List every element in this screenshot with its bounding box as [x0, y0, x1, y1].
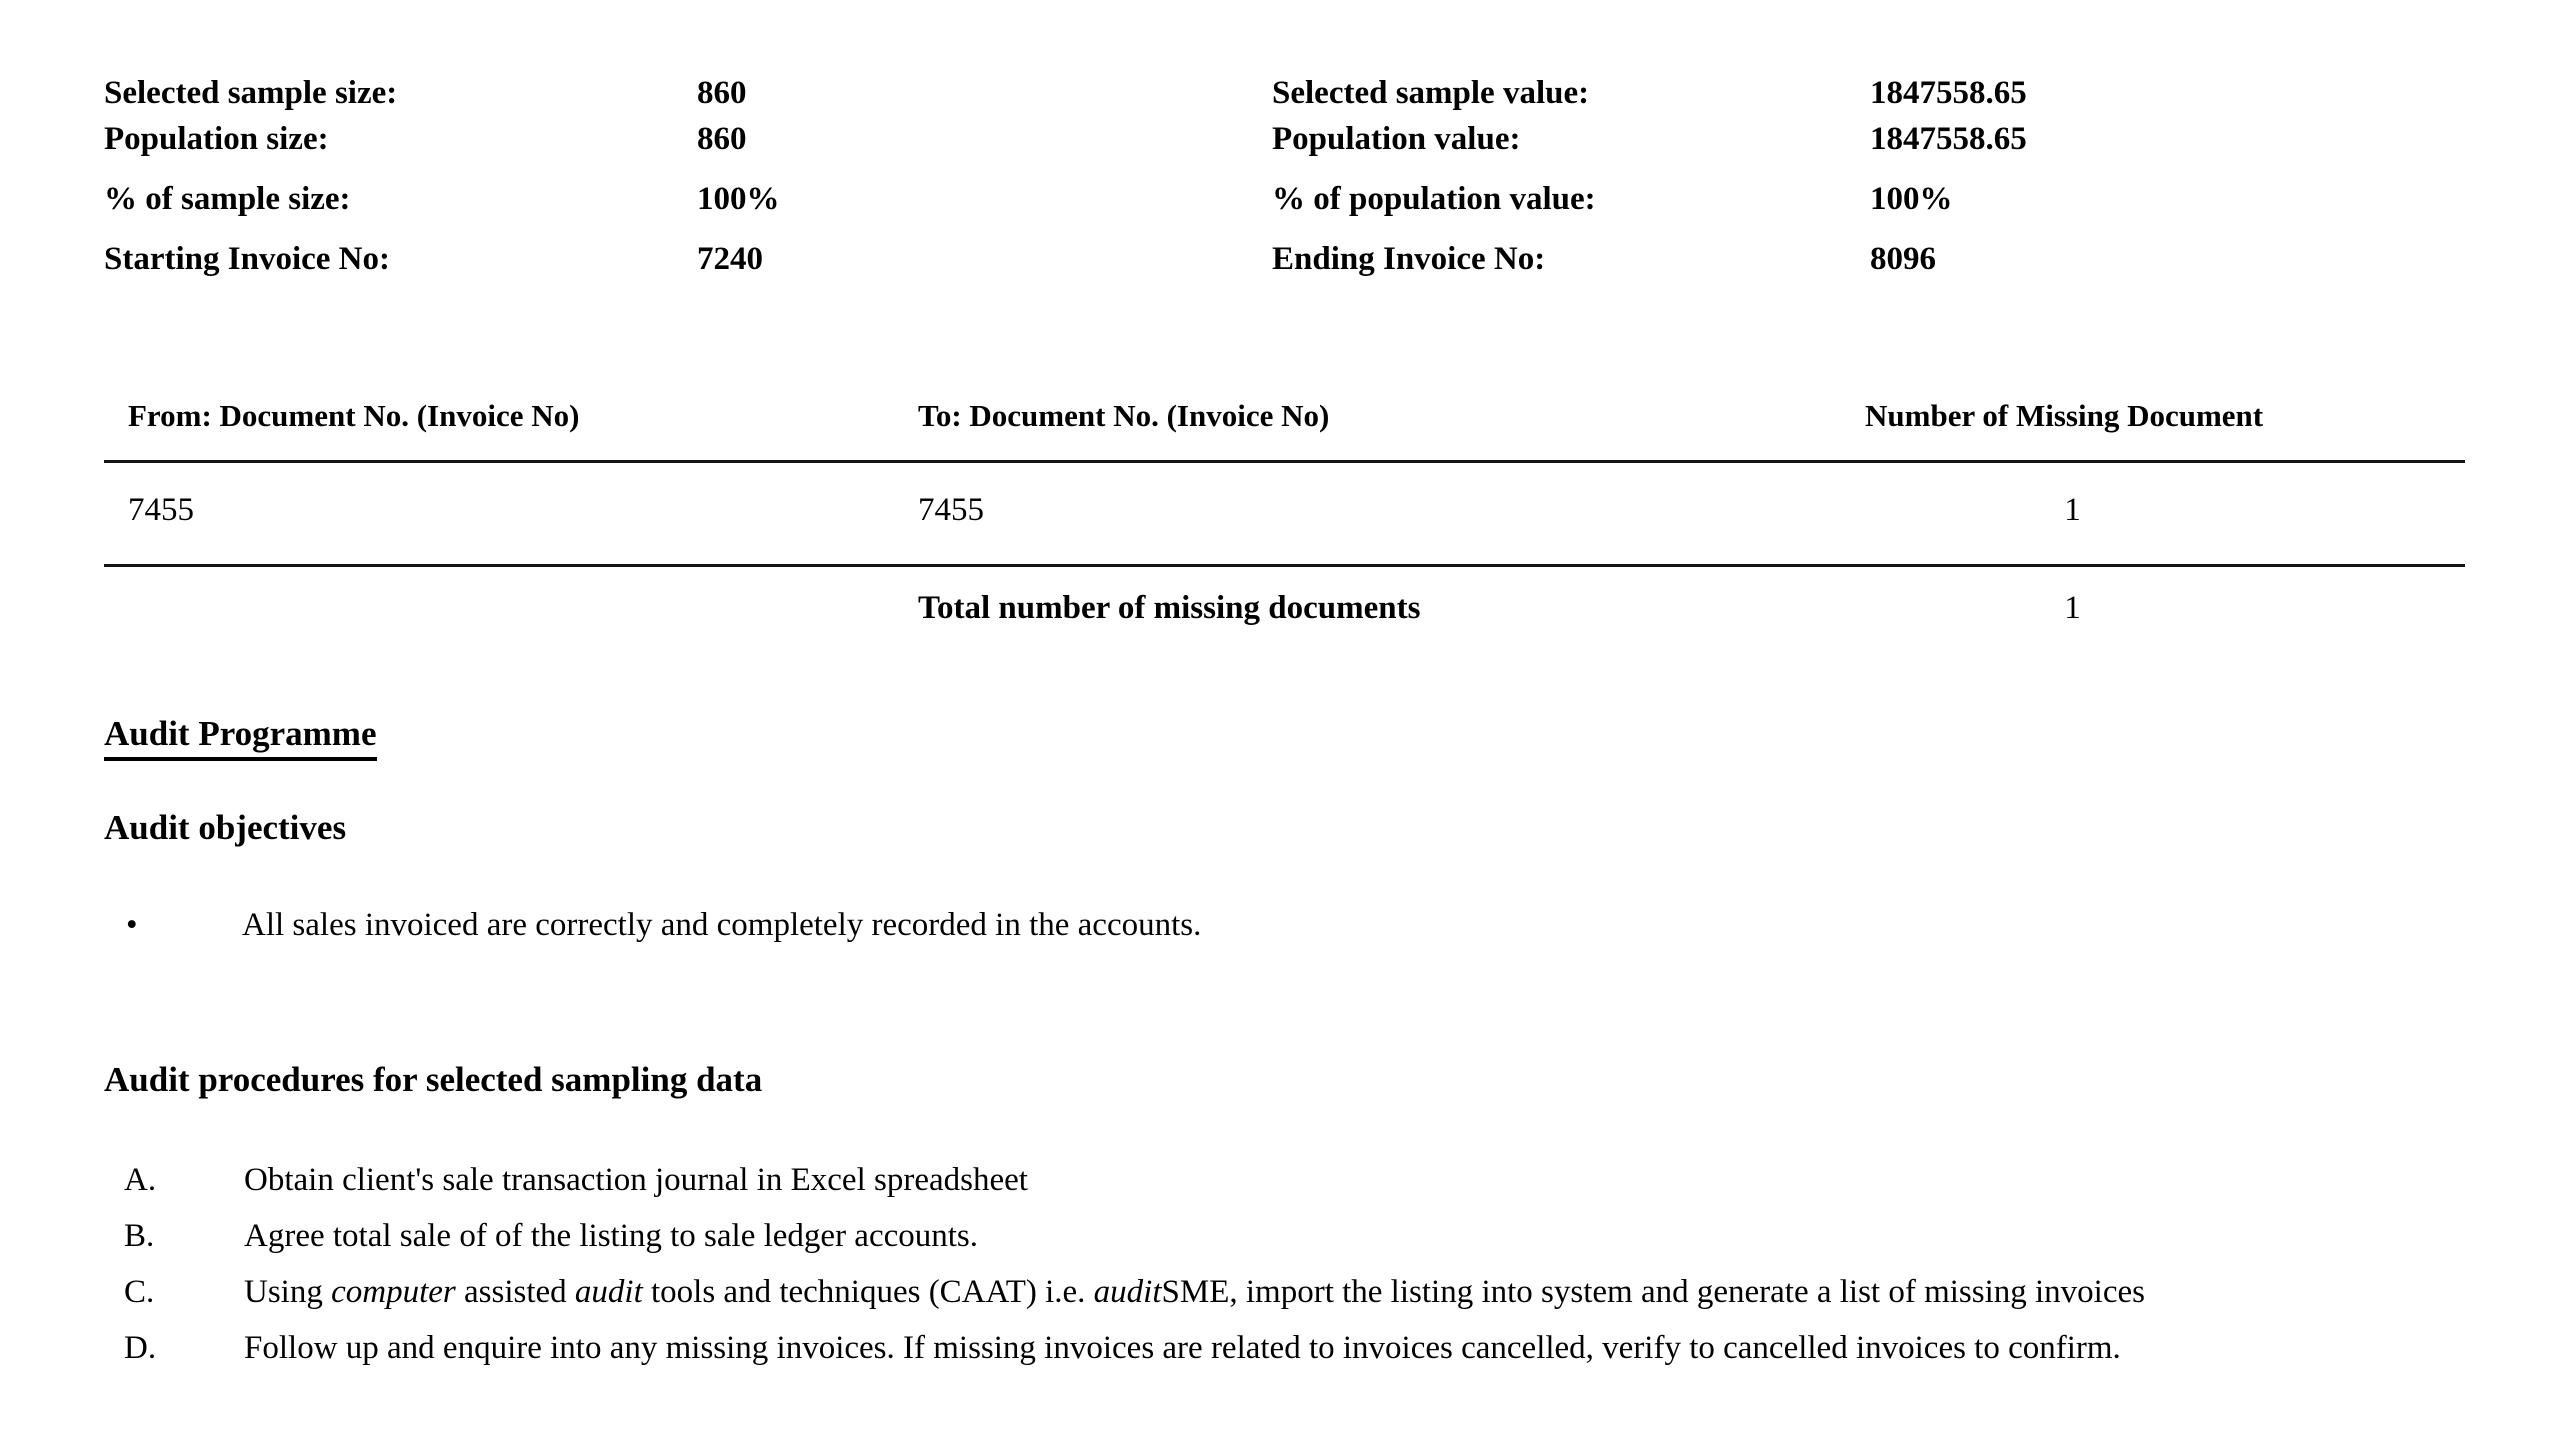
procedure-text: Agree total sale of of the listing to sale ledger accounts. [244, 1218, 979, 1254]
summary-value: 860 [697, 75, 747, 111]
list-item [104, 1264, 2464, 1320]
cell-to-document-no: 7455 [918, 492, 984, 528]
summary-label: % of sample size: [104, 181, 351, 217]
summary-row-population-value [1272, 116, 2472, 162]
summary-value: 8096 [1870, 241, 1936, 277]
column-header-from-document-no: From: Document No. (Invoice No) [128, 398, 580, 433]
summary-label: Selected sample size: [104, 75, 398, 111]
summary-row-population-size [104, 116, 1204, 162]
summary-label: Population value: [1272, 121, 1521, 157]
summary-label: Starting Invoice No: [104, 241, 390, 277]
summary-label: % of population value: [1272, 181, 1596, 217]
audit-objectives-title: Audit objectives [104, 808, 347, 847]
summary-value: 7240 [697, 241, 763, 277]
list-item [104, 1208, 2464, 1264]
total-label: Total number of missing documents [918, 590, 1421, 626]
sampling-summary-right-column [1272, 70, 2472, 282]
list-marker: B. [124, 1218, 155, 1254]
summary-label: Selected sample value: [1272, 75, 1590, 111]
procedure-text: Obtain client's sale transaction journal in Excel spreadsheet [244, 1162, 1028, 1198]
column-header-to-document-no: To: Document No. (Invoice No) [918, 398, 1330, 433]
summary-row-selected-sample-value [1272, 70, 2472, 116]
summary-row-percent-population-value [1272, 176, 2472, 222]
procedure-text: Follow up and enquire into any missing invoices. If missing invoices are related to invoices cancelled, verify to cancelled invoices to confirm. [244, 1330, 2121, 1366]
summary-label: Population size: [104, 121, 329, 157]
summary-row-selected-sample-size [104, 70, 1204, 116]
audit-programme-title: Audit Programme [104, 714, 377, 761]
audit-procedures-list [104, 1152, 2464, 1376]
sampling-summary-left-column [104, 70, 1204, 282]
audit-procedures-title: Audit procedures for selected sampling data [104, 1060, 763, 1099]
list-item [104, 1152, 2464, 1208]
procedure-text: Using computer assisted audit tools and techniques (CAAT) i.e. auditSME, import the listing into system and generate a list of missing invoices [244, 1274, 2145, 1310]
bullet-icon: • [126, 907, 138, 943]
audit-objective-text: All sales invoiced are correctly and completely recorded in the accounts. [242, 907, 1202, 943]
table-rule-top [104, 460, 2465, 463]
list-item [104, 1320, 2464, 1376]
summary-value: 1847558.65 [1870, 75, 2027, 111]
summary-row-starting-invoice-no [104, 236, 1204, 282]
summary-label: Ending Invoice No: [1272, 241, 1546, 277]
summary-value: 100% [697, 181, 780, 217]
column-header-number-of-missing-document: Number of Missing Document [1865, 398, 2264, 433]
total-value: 1 [2064, 590, 2081, 626]
table-total-row [0, 578, 2560, 638]
table-rule-bottom [104, 564, 2465, 567]
cell-number-of-missing-document: 1 [2064, 492, 2081, 528]
table-row [0, 480, 2560, 540]
summary-value: 1847558.65 [1870, 121, 2027, 157]
cell-from-document-no: 7455 [128, 492, 194, 528]
summary-row-ending-invoice-no [1272, 236, 2472, 282]
list-marker: A. [124, 1162, 157, 1198]
list-marker: C. [124, 1274, 155, 1310]
summary-row-percent-sample-size [104, 176, 1204, 222]
summary-value: 100% [1870, 181, 1953, 217]
table-header-row [0, 392, 2560, 440]
summary-value: 860 [697, 121, 747, 157]
list-marker: D. [124, 1330, 157, 1366]
missing-documents-table [0, 392, 2560, 626]
